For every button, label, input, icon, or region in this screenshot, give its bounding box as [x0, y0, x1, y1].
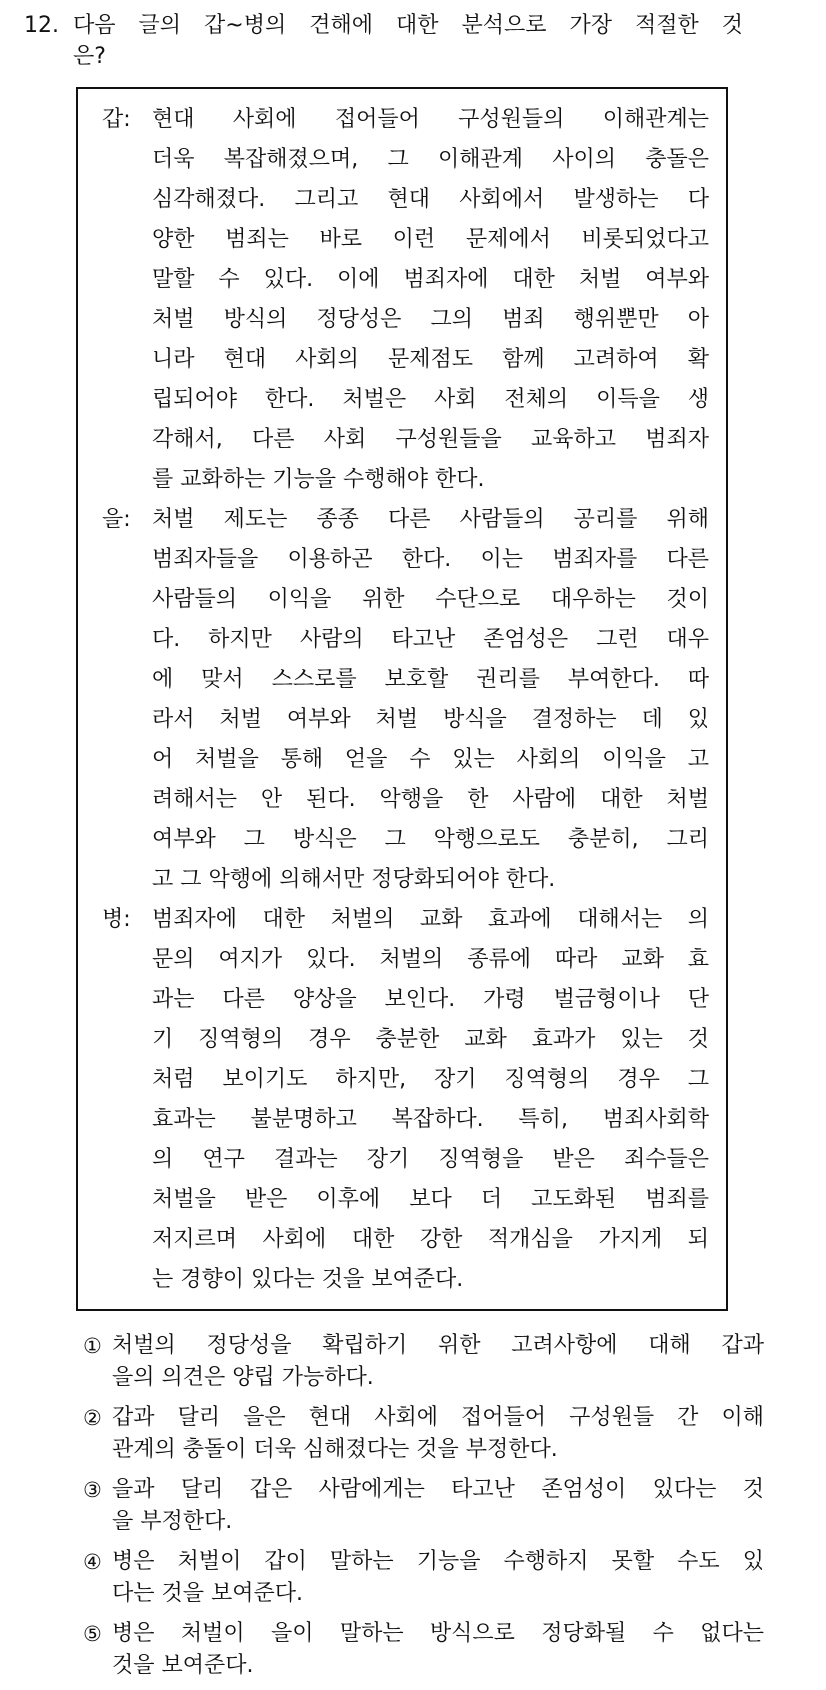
option-line: 을과 달리 갑은 사람에게는 타고난 존엄성이 있다는 것	[112, 1477, 764, 1502]
option-text	[112, 1618, 764, 1682]
passage-line: 고 그 악행에 의해서만 정당화되어야 한다.	[152, 867, 556, 892]
passage-line: 기 징역형의 경우 충분한 교화 효과가 있는 것	[152, 1027, 709, 1052]
viewpoint-text	[152, 500, 709, 900]
answer-option[interactable]	[83, 1618, 765, 1682]
option-line: 처벌의 정당성을 확립하기 위한 고려사항에 대해 갑과	[112, 1333, 764, 1358]
passage-line: 어 처벌을 통해 얻을 수 있는 사회의 이익을 고	[152, 747, 709, 772]
passage-line: 사람들의 이익을 위한 수단으로 대우하는 것이	[152, 587, 709, 612]
option-line: 것을 보여준다.	[112, 1653, 254, 1678]
passage-box	[76, 87, 728, 1311]
passage-line: 라서 처벌 여부와 처벌 방식을 결정하는 데 있	[152, 707, 709, 732]
viewpoint-text	[152, 900, 709, 1300]
passage-line: 려해서는 안 된다. 악행을 한 사람에 대한 처벌	[152, 787, 709, 812]
option-number: ③	[83, 1478, 102, 1502]
option-text	[112, 1474, 764, 1538]
speaker-label: 병:	[102, 907, 131, 932]
passage-line: 말할 수 있다. 이에 범죄자에 대한 처벌 여부와	[152, 267, 709, 292]
passage-line: 심각해졌다. 그리고 현대 사회에서 발생하는 다	[152, 187, 709, 212]
question-stem-line: 은?	[73, 44, 106, 69]
passage-line: 효과는 불분명하고 복잡하다. 특히, 범죄사회학	[152, 1107, 709, 1132]
viewpoint-text	[152, 100, 709, 500]
passage-line: 는 경향이 있다는 것을 보여준다.	[152, 1267, 464, 1292]
answer-options	[83, 1330, 765, 1690]
passage-line: 문의 여지가 있다. 처벌의 종류에 따라 교화 효	[152, 947, 709, 972]
passage-line: 범죄자들을 이용하곤 한다. 이는 범죄자를 다른	[152, 547, 709, 572]
passage-line: 를 교화하는 기능을 수행해야 한다.	[152, 467, 485, 492]
option-number: ①	[83, 1334, 102, 1358]
passage-line: 립되어야 한다. 처벌은 사회 전체의 이득을 생	[152, 387, 709, 412]
option-number: ④	[83, 1550, 102, 1574]
option-line: 을의 의견은 양립 가능하다.	[112, 1365, 374, 1390]
question-stem-line: 다음 글의 갑~병의 견해에 대한 분석으로 가장 적절한 것	[73, 13, 743, 38]
passage-line: 처럼 보이기도 하지만, 장기 징역형의 경우 그	[152, 1067, 709, 1092]
option-number: ⑤	[83, 1622, 102, 1646]
option-number: ②	[83, 1406, 102, 1430]
speaker-label: 갑:	[102, 107, 131, 132]
option-line: 갑과 달리 을은 현대 사회에 접어들어 구성원들 간 이해	[112, 1405, 764, 1430]
passage-line: 니라 현대 사회의 문제점도 함께 고려하여 확	[152, 347, 709, 372]
passage-line: 처벌 제도는 종종 다른 사람들의 공리를 위해	[152, 507, 709, 532]
option-line: 병은 처벌이 갑이 말하는 기능을 수행하지 못할 수도 있	[112, 1549, 764, 1574]
option-text	[112, 1402, 764, 1466]
passage-line: 더욱 복잡해졌으며, 그 이해관계 사이의 충돌은	[152, 147, 709, 172]
answer-option[interactable]	[83, 1546, 765, 1610]
option-text	[112, 1330, 764, 1394]
passage-line: 에 맞서 스스로를 보호할 권리를 부여한다. 따	[152, 667, 709, 692]
option-text	[112, 1546, 764, 1610]
passage-line: 과는 다른 양상을 보인다. 가령 벌금형이나 단	[152, 987, 709, 1012]
question-stem	[73, 10, 743, 72]
option-line: 관계의 충돌이 더욱 심해졌다는 것을 부정한다.	[112, 1437, 558, 1462]
passage-line: 양한 범죄는 바로 이런 문제에서 비롯되었다고	[152, 227, 709, 252]
answer-option[interactable]	[83, 1330, 765, 1394]
passage-line: 각해서, 다른 사회 구성원들을 교육하고 범죄자	[152, 427, 709, 452]
passage-line: 범죄자에 대한 처벌의 교화 효과에 대해서는 의	[152, 907, 709, 932]
speaker-label: 을:	[102, 507, 131, 532]
answer-option[interactable]	[83, 1474, 765, 1538]
passage-line: 저지르며 사회에 대한 강한 적개심을 가지게 되	[152, 1227, 709, 1252]
option-line: 을 부정한다.	[112, 1509, 233, 1534]
answer-option[interactable]	[83, 1402, 765, 1466]
option-line: 다는 것을 보여준다.	[112, 1581, 303, 1606]
passage-line: 현대 사회에 접어들어 구성원들의 이해관계는	[152, 107, 709, 132]
question-number: 12.	[24, 13, 59, 38]
passage-line: 여부와 그 방식은 그 악행으로도 충분히, 그리	[152, 827, 709, 852]
passage-line: 의 연구 결과는 장기 징역형을 받은 죄수들은	[152, 1147, 709, 1172]
passage-line: 처벌을 받은 이후에 보다 더 고도화된 범죄를	[152, 1187, 709, 1212]
passage-line: 처벌 방식의 정당성은 그의 범죄 행위뿐만 아	[152, 307, 709, 332]
option-line: 병은 처벌이 을이 말하는 방식으로 정당화될 수 없다는	[112, 1621, 764, 1646]
passage-line: 다. 하지만 사람의 타고난 존엄성은 그런 대우	[152, 627, 709, 652]
